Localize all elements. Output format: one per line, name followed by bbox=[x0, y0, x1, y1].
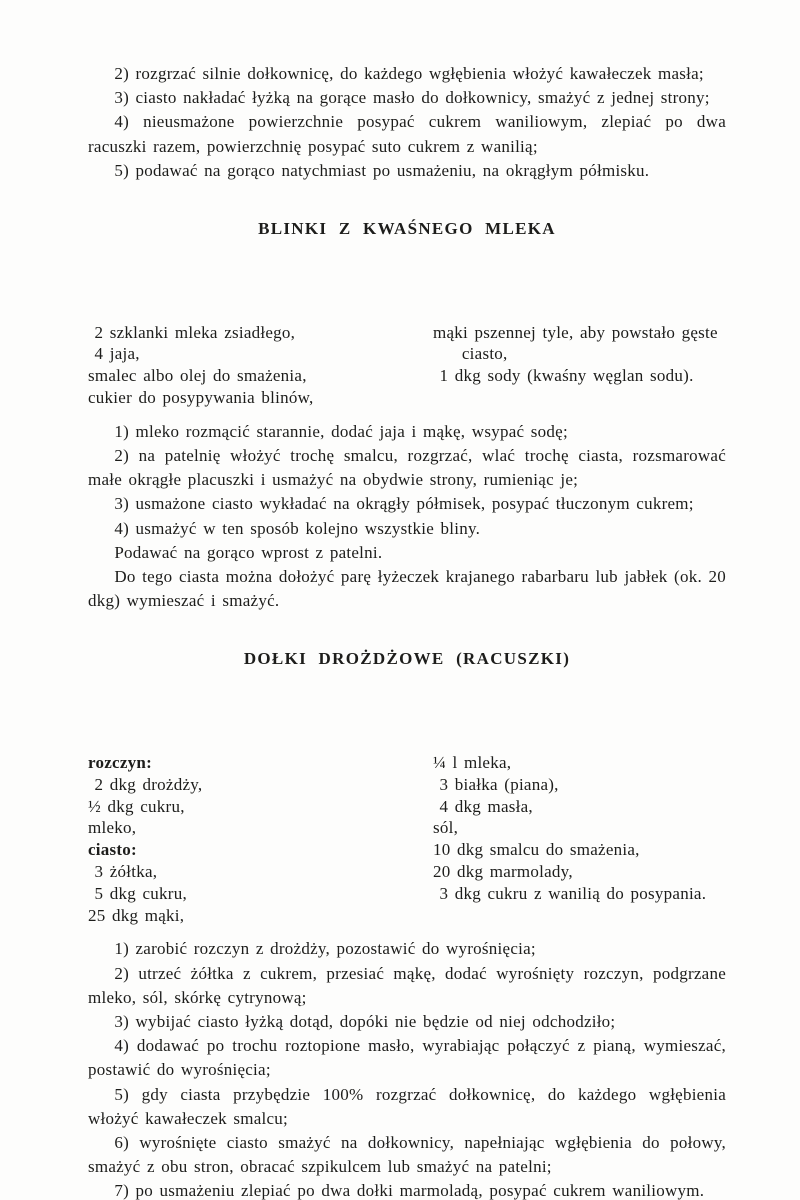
ingredient-line: 5 dkg cukru, bbox=[88, 883, 187, 903]
step-paragraph: 2) na patelnię włożyć trochę smalcu, rozgrzać, wlać trochę ciasta, rozsmarować małe okrągłe placuszki i usmażyć na obydwie strony, rumieniąc je; bbox=[88, 446, 726, 490]
step-paragraph: 4) nieusmażone powierzchnie posypać cukrem waniliowym, zlepiać po dwa racuszki razem, powierzchnię posypać suto cukrem z wanilią; bbox=[88, 112, 726, 156]
ingredients bbox=[88, 687, 726, 927]
step-paragraph: 2) rozgrzać silnie dołkownicę, do każdego wgłębienia włożyć kawałeczek masła; bbox=[114, 64, 704, 83]
step-paragraph: 3) usmażone ciasto wykładać na okrągły półmisek, posypać tłuczonym cukrem; bbox=[114, 494, 694, 514]
recipe-notes bbox=[88, 541, 726, 614]
ingredient-line: smalec albo olej do smażenia, bbox=[88, 366, 307, 386]
ingredient-line: rozczyn: bbox=[88, 753, 152, 773]
recipe-steps bbox=[88, 937, 726, 1200]
note-paragraph: Podawać na gorąco wprost z patelni. bbox=[114, 542, 383, 562]
ingredient-line: ¼ l mleka, bbox=[433, 753, 512, 773]
ingredient-line: 3 białka (piana), bbox=[433, 774, 559, 794]
step-paragraph: 6) wyrośnięte ciasto smażyć na dołkownicy, napełniając wgłębienia do połowy, smażyć z obu stron, obracać szpikulcem lub smażyć na patelni; bbox=[88, 1133, 726, 1177]
intro-steps bbox=[88, 62, 726, 183]
ingredient-line: ciasto: bbox=[88, 840, 137, 860]
step-paragraph: 4) dodawać po trochu roztopione masło, wyrabiając połączyć z pianą, wymieszać, postawić do wyrośnięcia; bbox=[88, 1036, 726, 1080]
recipe-section-dolki bbox=[88, 647, 726, 1200]
recipe-title: BLINKI Z KWAŚNEGO MLEKA bbox=[258, 219, 556, 239]
step-paragraph: 3) wybijać ciasto łyżką dotąd, dopóki nie będzie od niej odchodziło; bbox=[114, 1012, 616, 1031]
step-paragraph: 2) utrzeć żółtka z cukrem, przesiać mąkę, dodać wyrośnięty rozczyn, podgrzane mleko, sól, skórkę cytrynową; bbox=[88, 963, 726, 1007]
ingredient-line: 1 dkg sody (kwaśny węglan sodu). bbox=[433, 366, 694, 386]
step-paragraph: 1) mleko rozmącić starannie, dodać jaja i mąkę, wsypać sodę; bbox=[114, 421, 568, 441]
note-paragraph: Do tego ciasta można dołożyć parę łyżeczek krajanego rabarbaru lub jabłek (ok. 20 dkg) wymieszać i smażyć. bbox=[88, 567, 726, 611]
ingredient-line: 25 dkg mąki, bbox=[88, 905, 185, 925]
step-paragraph: 5) podawać na gorąco natychmiast po usmażeniu, na okrągłym półmisku. bbox=[114, 160, 650, 180]
ingredient-line: 10 dkg smalcu do smażenia, bbox=[433, 840, 640, 860]
ingredient-line: mleko, bbox=[88, 818, 137, 838]
ingredient-line: ½ dkg cukru, bbox=[88, 796, 185, 816]
recipe-title: DOŁKI DROŻDŻOWE (RACUSZKI) bbox=[243, 649, 571, 669]
ingredient-column-left bbox=[88, 687, 433, 927]
ingredient-column-left bbox=[88, 256, 433, 409]
ingredient-line: 4 jaja, bbox=[88, 344, 140, 364]
ingredient-line: 3 żółtka, bbox=[88, 862, 158, 881]
ingredient-column-right bbox=[433, 687, 726, 927]
recipe-steps bbox=[88, 420, 726, 541]
ingredient-line: 20 dkg marmolady, bbox=[433, 862, 573, 881]
step-paragraph: 7) po usmażeniu zlepiać po dwa dołki marmoladą, posypać cukrem waniliowym. bbox=[114, 1181, 705, 1200]
recipe-section-blinki bbox=[88, 217, 726, 613]
ingredient-line: 2 szklanki mleka zsiadłego, bbox=[88, 322, 296, 342]
step-paragraph: 1) zarobić rozczyn z drożdży, pozostawić do wyrośnięcia; bbox=[114, 939, 536, 959]
ingredient-line: mąki pszennej tyle, aby powstało gęste ciasto, bbox=[433, 322, 725, 364]
step-paragraph: 5) gdy ciasta przybędzie 100% rozgrzać dołkownicę, do każdego wgłębienia włożyć kawałeczek smalcu; bbox=[88, 1084, 726, 1128]
ingredients bbox=[88, 256, 726, 409]
ingredient-line: 4 dkg masła, bbox=[433, 796, 533, 816]
ingredient-line: 3 dkg cukru z wanilią do posypania. bbox=[433, 883, 707, 903]
ingredient-line: sól, bbox=[433, 818, 459, 838]
ingredient-column-right bbox=[433, 256, 726, 409]
step-paragraph: 3) ciasto nakładać łyżką na gorące masło do dołkownicy, smażyć z jednej strony; bbox=[114, 88, 710, 108]
ingredient-line: 2 dkg drożdży, bbox=[88, 774, 203, 794]
step-paragraph: 4) usmażyć w ten sposób kolejno wszystkie bliny. bbox=[114, 518, 481, 538]
ingredient-line: cukier do posypywania blinów, bbox=[88, 388, 314, 407]
